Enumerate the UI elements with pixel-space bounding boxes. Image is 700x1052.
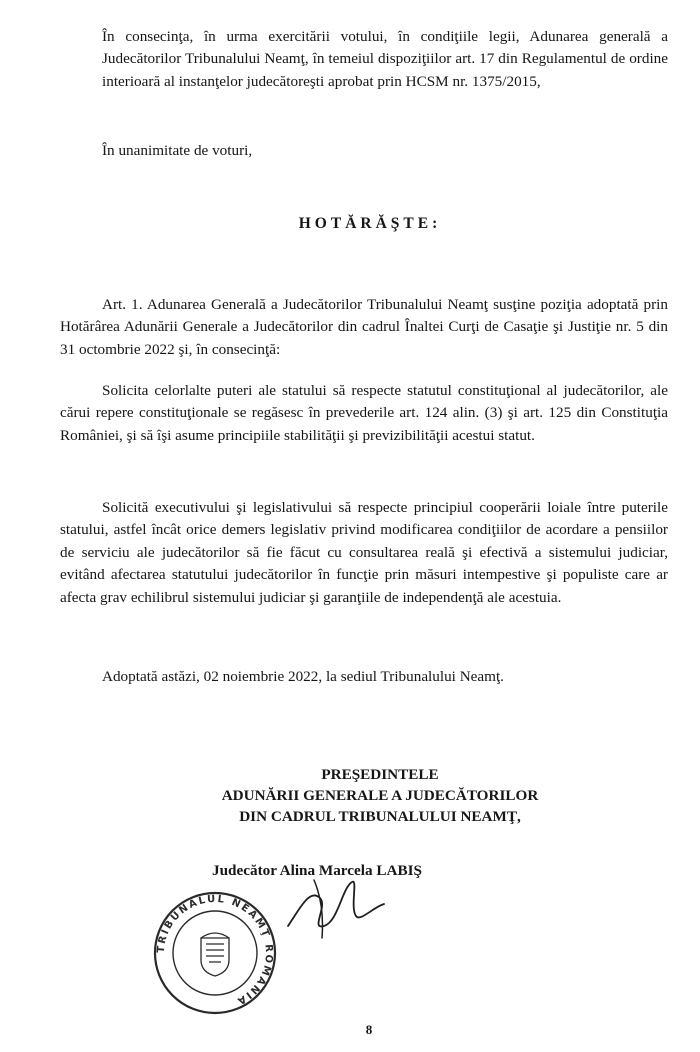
court-title: DIN CADRUL TRIBUNALULUI NEAMŢ, (239, 808, 521, 825)
intro-paragraph (102, 26, 668, 93)
assembly-title: ADUNĂRII GENERALE A JUDECĂTORILOR (221, 787, 539, 804)
intro-text: În consecinţa, în urma exercitării votului, în condiţiile legii, Adunarea generală a Judecătorilor Tribunalului Neamţ, în temeiul dispoziţiilor art. 17 din Regulamentul de ordine interioară al instanţelor judecătoreşti aprobat prin HCSM nr. 1375/2015, (102, 28, 668, 90)
request-1-paragraph (60, 380, 668, 447)
request-1-text: Solicita celorlalte puteri ale statului să respecte statutul constituţional al judecătorilor, ale cărui repere constituţionale se regăsesc în prevederile art. 124 alin. (3) şi art. 125 din Constituţia României, şi să îşi asume principiile stabilităţii şi previzibilităţii acestui statut. (60, 382, 668, 444)
judge-name: Judecător Alina Marcela LABIŞ (212, 862, 422, 879)
round-seal-icon (150, 888, 280, 1018)
stamp-text: TRIBUNALUL NEAMŢ ROMÂNIA (155, 893, 275, 1008)
adopted-text: Adoptată astăzi, 02 noiembrie 2022, la sediul Tribunalului Neamţ. (102, 668, 504, 685)
request-2-text: Solicită executivului şi legislativului să respecte principiul cooperării loiale între puterile statului, astfel încât orice demers legislativ privind modificarea condiţiilor de acordare a pensiilor de serviciu ale judecătorilor să fie făcut cu consultarea reală şi efectivă a sistemului judiciar, evitând afectarea statutului judecătorilor în funcţie prin măsuri intempestive şi populiste care ar afecta grav echilibrul sistemului judiciar şi garanţiile de independenţă ale acestuia. (60, 499, 668, 606)
president-title: PREŞEDINTELE (321, 766, 439, 783)
adopted-paragraph (60, 666, 668, 688)
article-1-paragraph (60, 294, 668, 361)
page-number: 8 (365, 1022, 373, 1037)
vote-text: În unanimitate de voturi, (102, 142, 253, 159)
decision-heading: HOTĂRĂŞTE: (298, 215, 442, 232)
vote-paragraph (102, 140, 668, 162)
handwritten-signature (280, 868, 400, 948)
article-1-text: Art. 1. Adunarea Generală a Judecătorilor Tribunalului Neamţ susţine poziţia adoptată prin Hotărârea Adunării Generale a Judecătorilor din cadrul Înaltei Curţi de Casaţie şi Justiţie nr. 5 din 31 octombrie 2022 şi, în consecinţă: (60, 296, 668, 358)
signature-block (110, 764, 650, 827)
request-2-paragraph (60, 497, 668, 609)
